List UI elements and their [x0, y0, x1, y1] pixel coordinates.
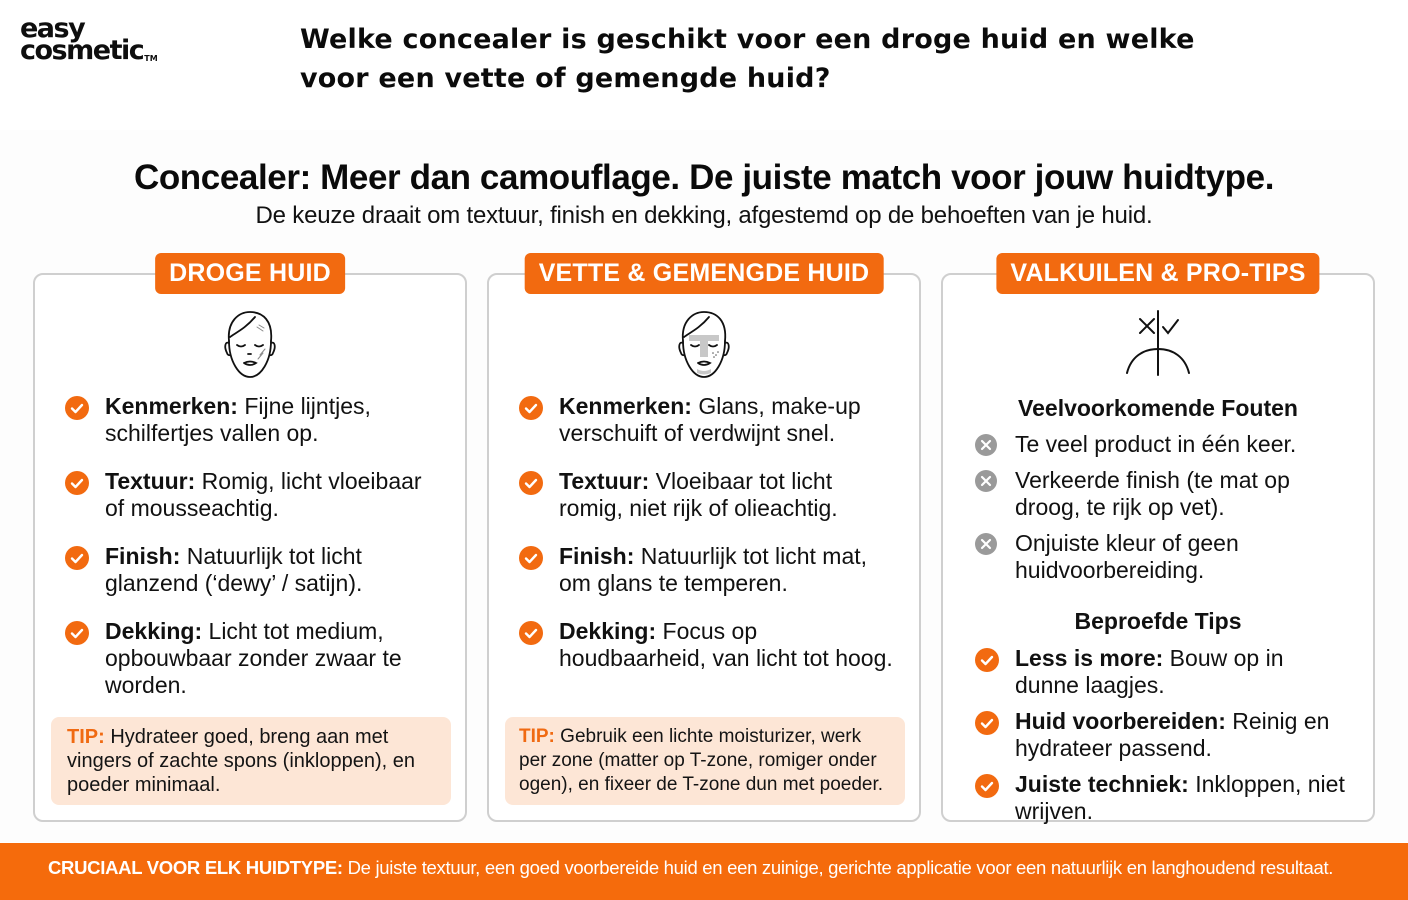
check-circle-icon	[65, 471, 89, 495]
card-dry-skin	[33, 259, 467, 822]
check-circle-icon	[519, 546, 543, 570]
x-circle-icon	[975, 533, 997, 555]
mistakes-heading: Veelvoorkomende Fouten	[1018, 395, 1298, 421]
list-item	[973, 708, 1353, 762]
item-label: Less is more:	[1015, 645, 1164, 671]
dry-skin-list	[63, 393, 443, 720]
tips-list	[973, 645, 1353, 834]
item-text: Vloeibaar tot licht romig, niet rijk of olieachtig.	[559, 468, 838, 521]
check-circle-icon	[65, 396, 89, 420]
card-oily-skin	[487, 259, 921, 822]
item-text: Natuurlijk tot licht glanzend (‘dewy’ / satijn).	[105, 543, 363, 596]
card-badge-dry-skin: DROGE HUID	[155, 253, 345, 294]
logo-line-2-text: cosmetic	[20, 35, 144, 66]
infographic-subtitle: De keuze draait om textuur, finish en dekking, afgestemd op de behoeften van je huid.	[255, 202, 1153, 229]
tips-heading: Beproefde Tips	[1074, 608, 1242, 634]
list-item	[973, 467, 1353, 521]
check-circle-icon	[519, 396, 543, 420]
right-wrong-split-icon	[1123, 309, 1193, 379]
item-label: Textuur:	[559, 468, 650, 494]
face-oily-skin-icon	[675, 309, 733, 381]
check-circle-icon	[519, 471, 543, 495]
item-text: Reinig en hydrateer passend.	[1015, 708, 1330, 761]
logo-line-2	[20, 35, 158, 66]
item-text: Glans, make-up verschuift of verdwijnt snel.	[559, 393, 861, 446]
list-item	[63, 468, 443, 522]
infographic	[0, 130, 1408, 842]
tip-label: TIP:	[519, 726, 555, 747]
list-item	[63, 543, 443, 597]
tip-box-oily-skin	[505, 717, 905, 805]
tip-label: TIP:	[67, 726, 105, 748]
item-label: Finish:	[105, 543, 181, 569]
item-label: Kenmerken:	[559, 393, 692, 419]
page-question: Welke concealer is geschikt voor een droge huid en welke voor een vette of gemengde huid?	[300, 24, 1195, 94]
list-item	[517, 618, 897, 672]
item-text: Bouw op in dunne laagjes.	[1015, 645, 1284, 698]
check-circle-icon	[65, 621, 89, 645]
list-item	[517, 393, 897, 447]
footer-label: CRUCIAAL VOOR ELK HUIDTYPE:	[48, 857, 343, 878]
x-circle-icon	[975, 470, 997, 492]
check-circle-icon	[65, 546, 89, 570]
footer-message: De juiste textuur, een goed voorbereide huid en een zuinige, gerichte applicatie voor een natuurlijk en langhoudend resultaat.	[342, 857, 1334, 878]
item-text: Inkloppen, niet wrijven.	[1015, 771, 1345, 824]
logo-line-1: easy	[20, 13, 85, 44]
item-label: Finish:	[559, 543, 635, 569]
item-label: Kenmerken:	[105, 393, 238, 419]
item-label: Dekking:	[559, 618, 657, 644]
tip-text: Gebruik een lichte moisturizer, werk per zone (matter op T-zone, romiger onder ogen), en fixeer de T-zone dun met poeder.	[519, 726, 884, 795]
list-item	[63, 618, 443, 699]
card-pitfalls-pro-tips	[941, 259, 1375, 824]
item-text: Focus op houdbaarheid, van licht tot hoog.	[559, 618, 893, 671]
check-circle-icon	[975, 648, 999, 672]
item-label: Dekking:	[105, 618, 203, 644]
card-badge-oily-skin: VETTE & GEMENGDE HUID	[525, 253, 884, 294]
list-item	[973, 431, 1353, 458]
list-item	[973, 645, 1353, 699]
oily-skin-list	[517, 393, 897, 693]
logo-trademark: TM	[144, 54, 158, 63]
footer-text	[48, 857, 1333, 879]
item-text: Natuurlijk tot licht mat, om glans te temperen.	[559, 543, 868, 596]
item-label: Huid voorbereiden:	[1015, 708, 1226, 734]
list-item	[973, 771, 1353, 825]
item-text: Verkeerde finish (te mat op droog, te rijk op vet).	[1015, 467, 1290, 520]
mistakes-list	[973, 431, 1353, 593]
item-label: Juiste techniek:	[1015, 771, 1189, 797]
x-circle-icon	[975, 434, 997, 456]
infographic-title: Concealer: Meer dan camouflage. De juiste match voor jouw huidtype.	[133, 158, 1275, 197]
item-text: Romig, licht vloeibaar of mousseachtig.	[105, 468, 422, 521]
check-circle-icon	[975, 774, 999, 798]
tip-text: Hydrateer goed, breng aan met vingers of zachte spons (inkloppen), en poeder minimaal.	[67, 726, 415, 796]
check-circle-icon	[519, 621, 543, 645]
list-item	[517, 543, 897, 597]
item-text: Licht tot medium, opbouwbaar zonder zwaar te worden.	[105, 618, 402, 698]
tip-box-dry-skin	[51, 717, 451, 805]
card-badge-pitfalls: VALKUILEN & PRO-TIPS	[996, 253, 1319, 294]
list-item	[63, 393, 443, 447]
item-label: Textuur:	[105, 468, 196, 494]
item-text: Onjuiste kleur of geen huidvoorbereiding.	[1015, 530, 1239, 583]
footer-banner	[0, 843, 1408, 900]
list-item	[517, 468, 897, 522]
item-text: Te veel product in één keer.	[1015, 431, 1297, 457]
easycosmetic-logo[interactable]	[20, 13, 158, 66]
item-text: Fijne lijntjes, schilfertjes vallen op.	[105, 393, 371, 446]
check-circle-icon	[975, 711, 999, 735]
page-header	[0, 0, 1408, 130]
face-dry-skin-icon	[221, 309, 279, 381]
list-item	[973, 530, 1353, 584]
